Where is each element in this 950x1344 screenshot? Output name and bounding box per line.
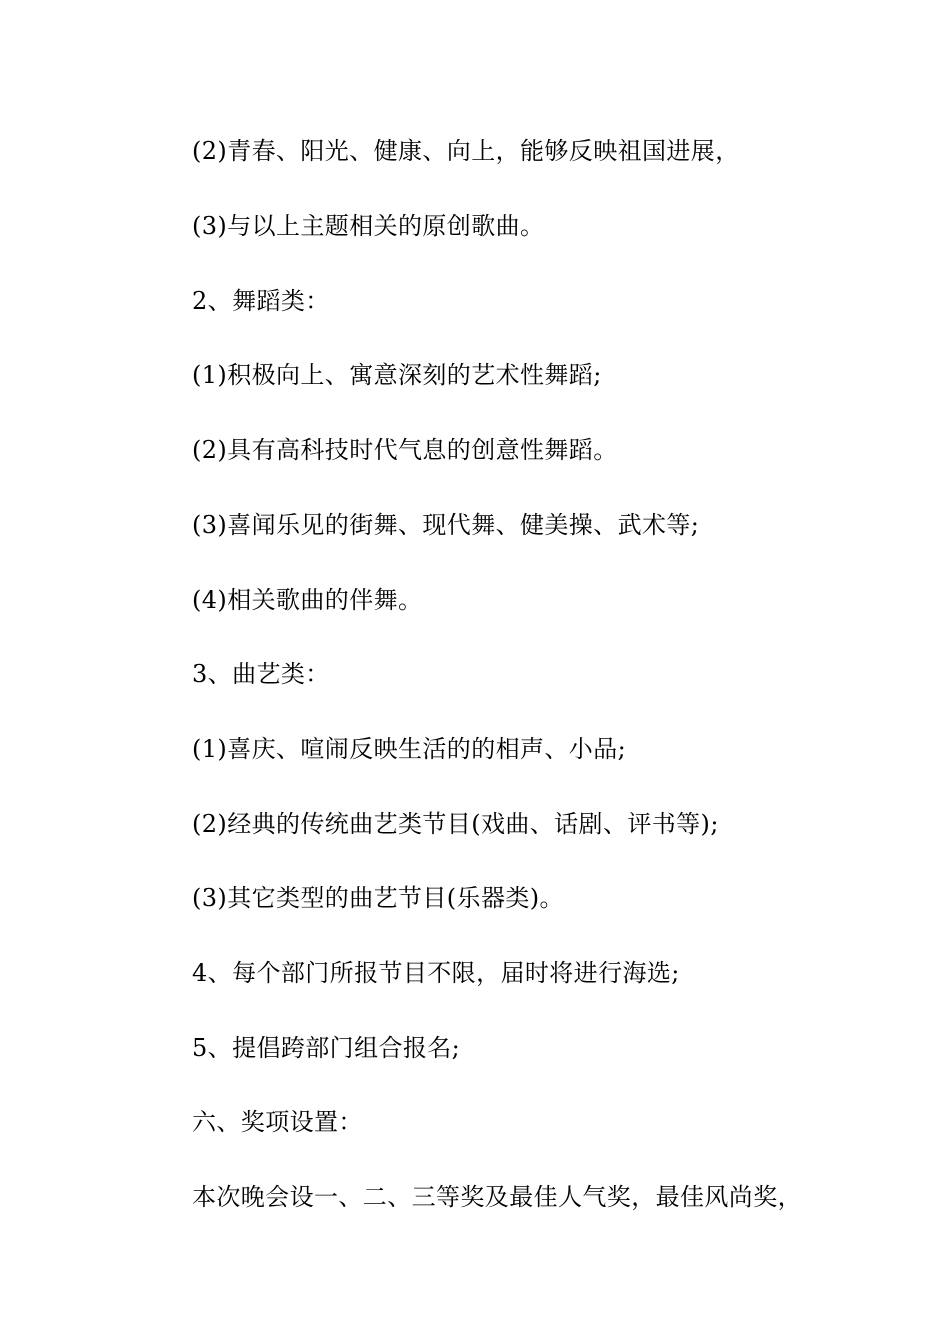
text-line-singing-theme-2: (2)青春、阳光、健康、向上，能够反映祖国进展， — [192, 137, 740, 165]
section-heading-quyi: 3、曲艺类： — [192, 660, 330, 688]
text-line-awards-intro: 本次晚会设一、二、三等奖及最佳人气奖，最佳风尚奖， — [192, 1183, 802, 1211]
text-line-dance-4: (4)相关歌曲的伴舞。 — [192, 586, 423, 614]
section-heading-awards: 六、奖项设置： — [192, 1108, 363, 1136]
text-line-quyi-3: (3)其它类型的曲艺节目(乐器类)。 — [192, 884, 564, 912]
text-line-dance-1: (1)积极向上、寓意深刻的艺术性舞蹈; — [192, 361, 602, 389]
text-line-item-4: 4、每个部门所报节目不限，届时将进行海选; — [192, 959, 680, 987]
section-heading-dance: 2、舞蹈类： — [192, 287, 330, 315]
text-line-dance-3: (3)喜闻乐见的街舞、现代舞、健美操、武术等; — [192, 511, 700, 539]
text-line-singing-theme-3: (3)与以上主题相关的原创歌曲。 — [192, 212, 545, 240]
text-line-item-5: 5、提倡跨部门组合报名; — [192, 1034, 461, 1062]
text-line-dance-2: (2)具有高科技时代气息的创意性舞蹈。 — [192, 436, 618, 464]
text-line-quyi-1: (1)喜庆、喧闹反映生活的的相声、小品; — [192, 735, 627, 763]
text-line-quyi-2: (2)经典的传统曲艺类节目(戏曲、话剧、评书等); — [192, 810, 719, 838]
